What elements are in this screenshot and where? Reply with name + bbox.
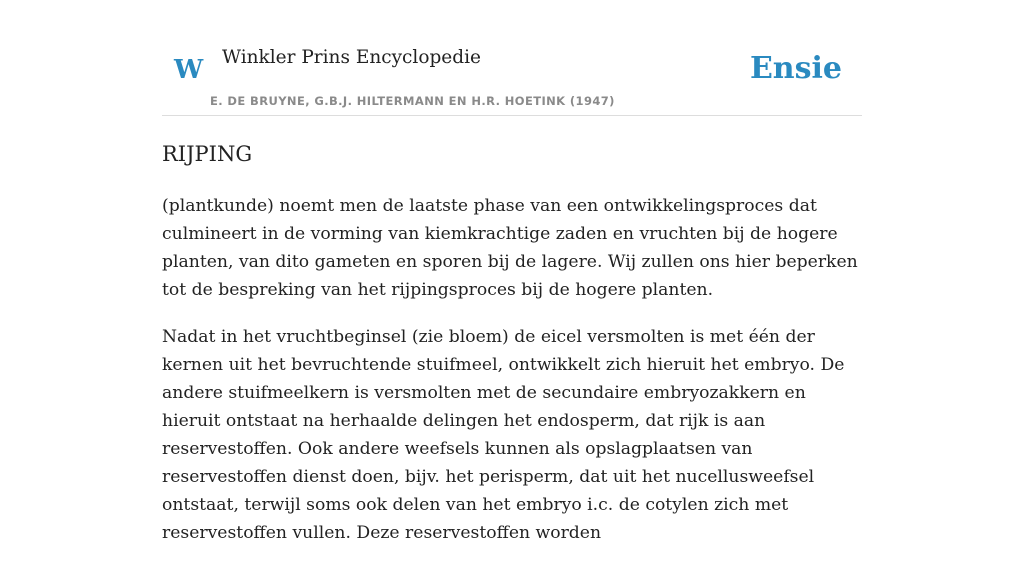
publication-logo[interactable]: W <box>174 55 204 85</box>
brand-logo-link[interactable]: Ensie <box>749 51 842 86</box>
article-paragraph: (plantkunde) noemt men de laatste phase van een ontwikkelingsproces dat culmineert in de vorming van kiemkrachtige zaden en vruchten bij de hogere planten, van dito gameten en sporen bij de lagere. Wij zullen ons hier beperken tot de bespreking van het rijpingsproces bij de hogere planten. <box>162 196 858 300</box>
authors-line: E. DE BRUYNE, G.B.J. HILTERMANN EN H.R. HOETINK (1947) <box>210 94 615 108</box>
article-body <box>162 192 866 566</box>
publication-title[interactable]: Winkler Prins Encyclopedie <box>222 47 481 68</box>
header-divider <box>162 115 862 116</box>
article-title: RIJPING <box>162 142 253 166</box>
article-paragraph: Nadat in het vruchtbeginsel (zie bloem) de eicel versmolten is met één der kernen uit het bevruchtende stuifmeel, ontwikkelt zich hieruit het embryo. De andere stuifmeelkern is versmolten met de secundaire embryozakkern en hieruit ontstaat na herhaalde delingen het endosperm, dat rijk is aan reservestoffen. Ook andere weefsels kunnen als opslagplaatsen van reservestoffen dienst doen, bijv. het perisperm, dat uit het nucellusweefsel ontstaat, terwijl soms ook delen van het embryo i.c. de cotylen zich met reservestoffen vullen. Deze reservestoffen worden <box>162 327 845 543</box>
